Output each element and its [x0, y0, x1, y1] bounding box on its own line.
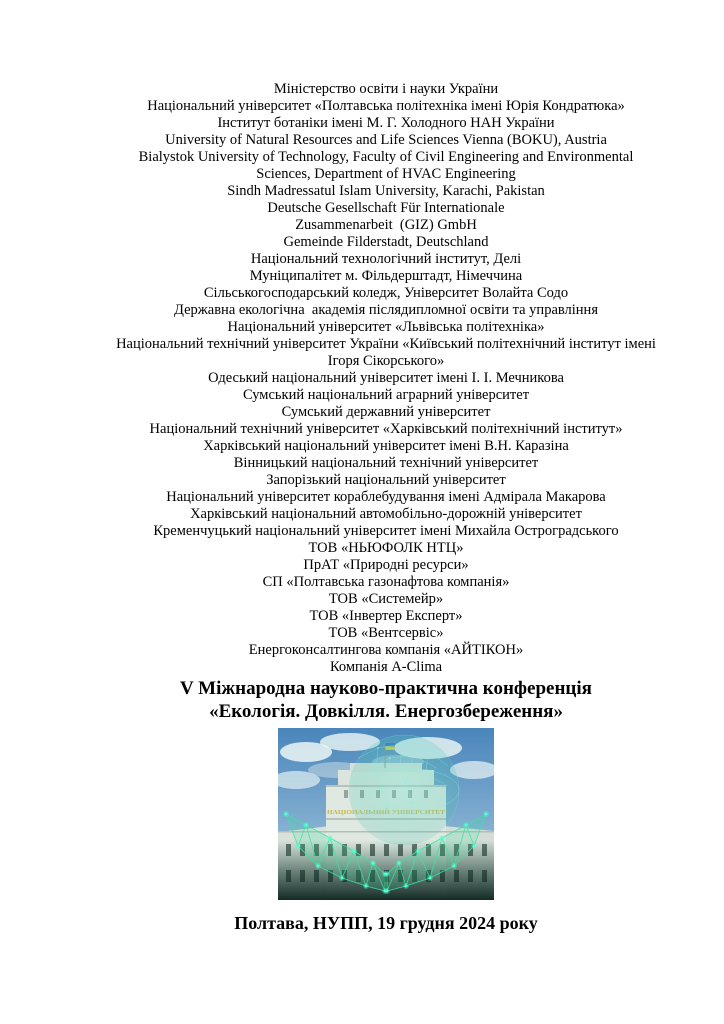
organization-line: Муніципалітет м. Фільдерштадт, Німеччина	[249, 268, 523, 284]
organization-line: Енергоконсалтингова компанія «АЙТІКОН»	[248, 642, 524, 658]
organization-line: Компанія A-Clima	[329, 659, 443, 675]
organization-line: ПрАТ «Природні ресурси»	[303, 557, 469, 573]
conference-title-line2: «Екологія. Довкілля. Енергозбереження»	[209, 701, 563, 722]
conference-title-line1: V Міжнародна науково-практична конференція	[180, 678, 592, 699]
photo-container	[98, 728, 674, 900]
organization-line: Ігоря Сікорського»	[327, 353, 445, 369]
organization-line: Національний університет «Львівська політехніка»	[227, 319, 545, 335]
organization-line: Вінницький національний технічний університет	[233, 455, 539, 471]
conference-date-location: Полтава, НУПП, 19 грудня 2024 року	[234, 913, 538, 933]
organization-line: Національний технічний університет «Харківський політехнічний інститут»	[149, 421, 623, 437]
organization-line: Сільськогосподарський коледж, Університет Волайта Содо	[203, 285, 569, 301]
conference-photo	[278, 728, 494, 900]
organization-line: Сумський національний аграрний університет	[242, 387, 530, 403]
organization-line: Державна екологічна академія післядипломної освіти та управління	[174, 302, 598, 318]
organization-line: ТОВ «НЬЮФОЛК НТЦ»	[308, 540, 464, 556]
organization-line: University of Natural Resources and Life Sciences Vienna (BOKU), Austria	[165, 132, 607, 148]
organization-line: ТОВ «Системейр»	[328, 591, 444, 607]
organization-line: ТОВ «Інвертер Експерт»	[309, 608, 463, 624]
organization-line: Zusammenarbeit (GIZ) GmbH	[295, 217, 477, 233]
organization-line: Сумський державний університет	[281, 404, 491, 420]
organization-line: СП «Полтавська газонафтова компанія»	[262, 574, 510, 590]
organization-line: Національний університет «Полтавська політехніка імені Юрія Кондратюка»	[147, 98, 625, 114]
organization-line: Одеський національний університет імені І. І. Мечникова	[208, 370, 564, 386]
organization-line: Харківський національний автомобільно-дорожній університет	[190, 506, 582, 522]
organization-line: Міністерство освіти і науки України	[273, 81, 499, 97]
organization-line: Bialystok University of Technology, Faculty of Civil Engineering and Environmental	[138, 149, 634, 165]
organization-line: Інститут ботаніки імені М. Г. Холодного НАН України	[217, 115, 555, 131]
organization-line: Sciences, Department of HVAC Engineering	[256, 166, 516, 182]
organization-line: Deutsche Gesellschaft Für Internationale	[267, 200, 505, 216]
organization-line: Sindh Madressatul Islam University, Karachi, Pakistan	[227, 183, 545, 199]
organization-line: Національний технологічний інститут, Делі	[250, 251, 522, 267]
conference-title	[98, 677, 674, 723]
organization-line: Запорізький національний університет	[266, 472, 506, 488]
organization-line: ТОВ «Вентсервіс»	[328, 625, 444, 641]
organization-line: Національний університет кораблебудування імені Адмірала Макарова	[166, 489, 606, 505]
organization-line: Національний технічний університет України «Київський політехнічний інститут імені	[116, 336, 656, 352]
organization-line: Кременчуцький національний університет імені Михайла Остроградського	[153, 523, 619, 539]
organization-line: Gemeinde Filderstadt, Deutschland	[283, 234, 489, 250]
network-globe	[349, 735, 459, 845]
organization-line: Харківський національний університет імені В.Н. Каразіна	[203, 438, 569, 454]
organization-list	[98, 81, 674, 676]
